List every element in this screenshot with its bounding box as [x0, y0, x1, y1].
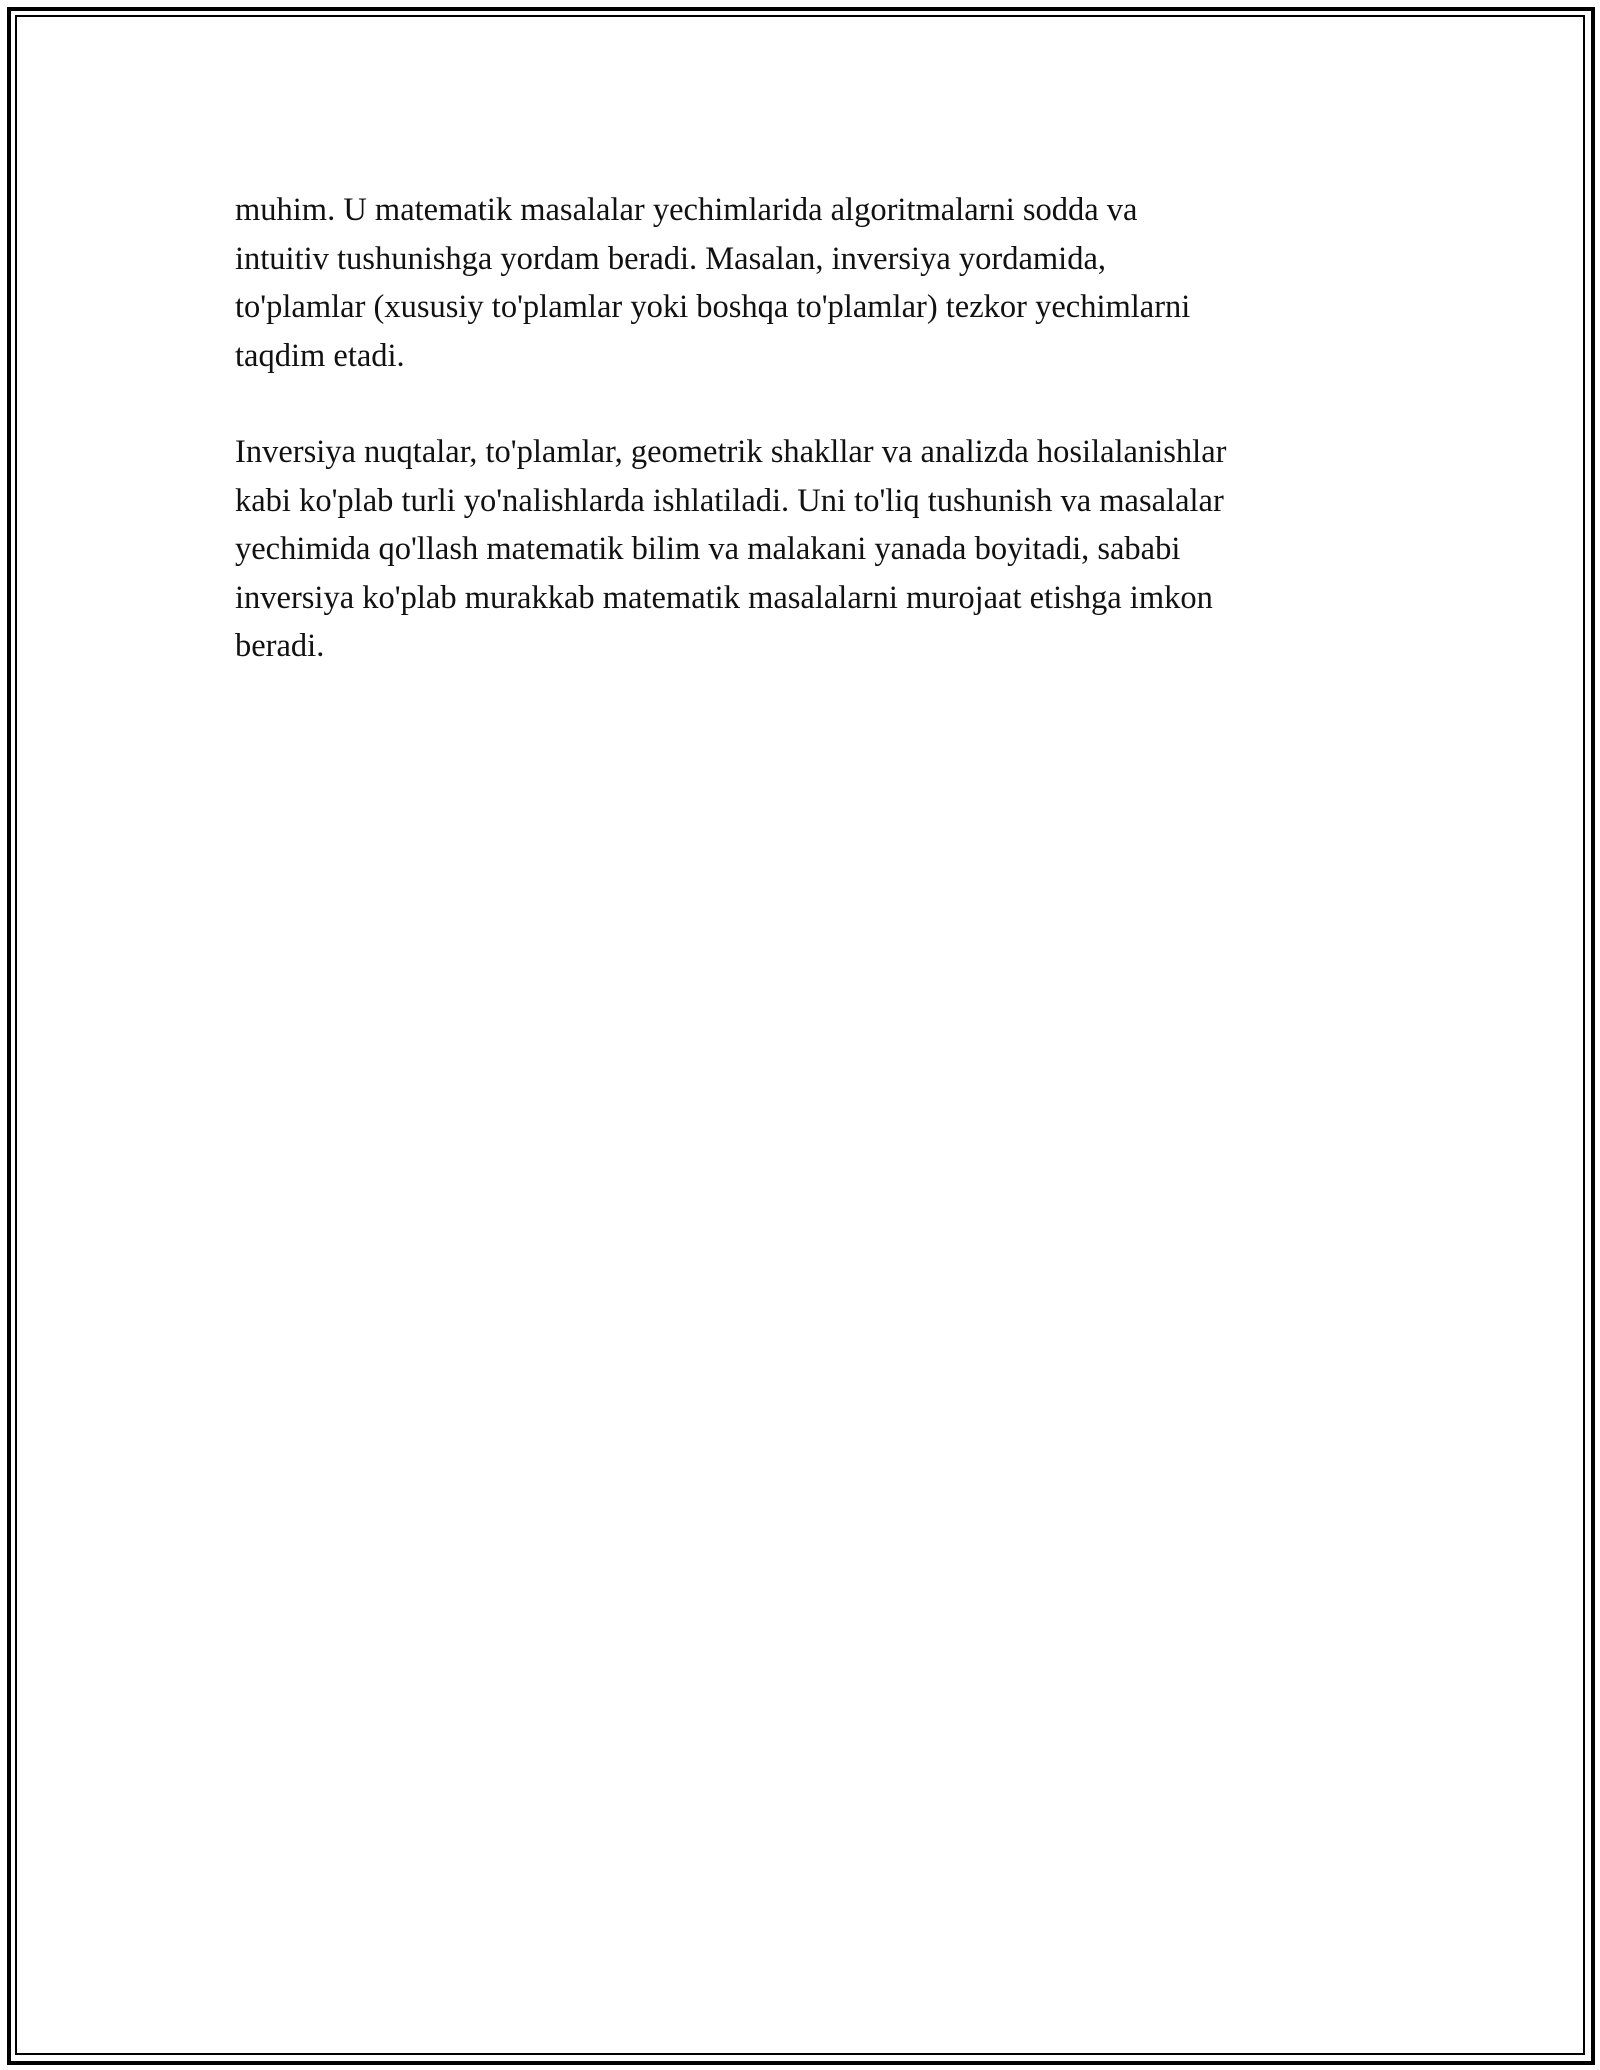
text-line: muhim. U matematik masalalar yechimlarida algoritmalarni sodda va: [235, 192, 1138, 228]
text-line: beradi.: [235, 628, 325, 664]
text-line: intuitiv tushunishga yordam beradi. Masalan, inversiya yordamida,: [235, 240, 1106, 277]
text-line: yechimida qo'llash matematik bilim va malakani yanada boyitadi, sababi: [235, 531, 1181, 567]
paragraph-2: [235, 428, 1385, 671]
text-line: kabi ko'plab turli yo'nalishlarda ishlatiladi. Uni to'liq tushunish va masalalar: [235, 482, 1224, 519]
text-line: Inversiya nuqtalar, to'plamlar, geometrik shakllar va analizda hosilalanishlar: [235, 434, 1227, 470]
paragraph-1: [235, 186, 1385, 380]
text-line: taqdim etadi.: [235, 337, 405, 374]
text-line: inversiya ko'plab murakkab matematik masalalarni murojaat etishga imkon: [235, 579, 1213, 616]
text-line: to'plamlar (xususiy to'plamlar yoki boshqa to'plamlar) tezkor yechimlarni: [235, 289, 1191, 325]
document-body: [235, 186, 1385, 719]
